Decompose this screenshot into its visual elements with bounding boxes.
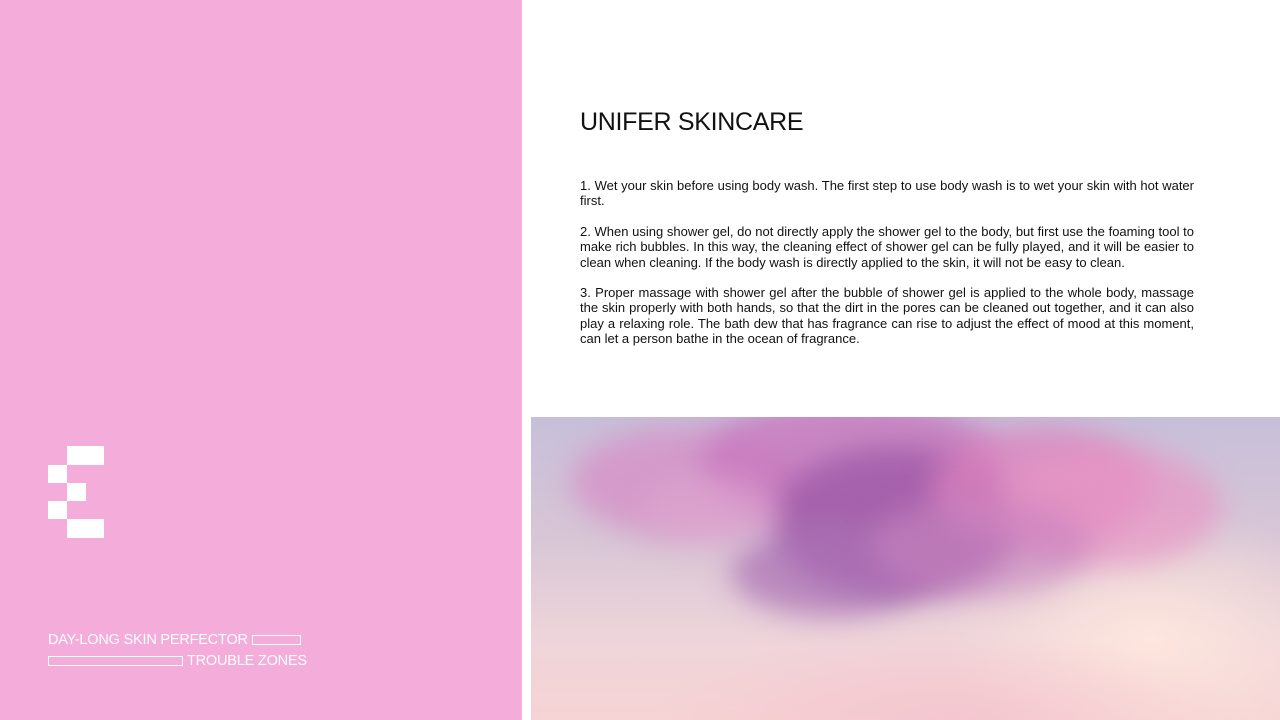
outline-box-decoration <box>48 656 183 666</box>
tagline-day-long <box>48 631 314 649</box>
instruction-step-2: 2. When using shower gel, do not directly apply the shower gel to the body, but first use the foaming tool to make rich bubbles. In this way, the cleaning effect of shower gel can be fully played, and it will be easier to clean when cleaning. If the body wash is directly applied to the skin, it will not be easy to clean. <box>580 223 1194 270</box>
tagline-trouble-zones <box>48 652 314 670</box>
pink-cloud-photo <box>531 417 1280 720</box>
text-panel <box>522 0 1280 417</box>
brand-title: UNIFER SKINCARE <box>580 108 804 136</box>
tagline-trouble-zones-text: TROUBLE ZONES <box>187 653 307 669</box>
pixel-e-logo-icon <box>48 446 104 538</box>
pink-panel <box>0 0 522 720</box>
instruction-step-3: 3. Proper massage with shower gel after the bubble of shower gel is applied to the whole body, massage the skin properly with both hands, so that the dirt in the pores can be cleaned out together, and it can also play a relaxing role. The bath dew that has fragrance can rise to adjust the effect of mood at this moment, can let a person bathe in the ocean of fragrance. <box>580 285 1194 347</box>
outline-box-decoration <box>252 635 301 645</box>
instruction-step-1: 1. Wet your skin before using body wash. The first step to use body wash is to wet your skin with hot water first. <box>580 178 1194 209</box>
tagline-day-long-text: DAY-LONG SKIN PERFECTOR <box>48 632 248 648</box>
instructions-text <box>580 178 1194 362</box>
